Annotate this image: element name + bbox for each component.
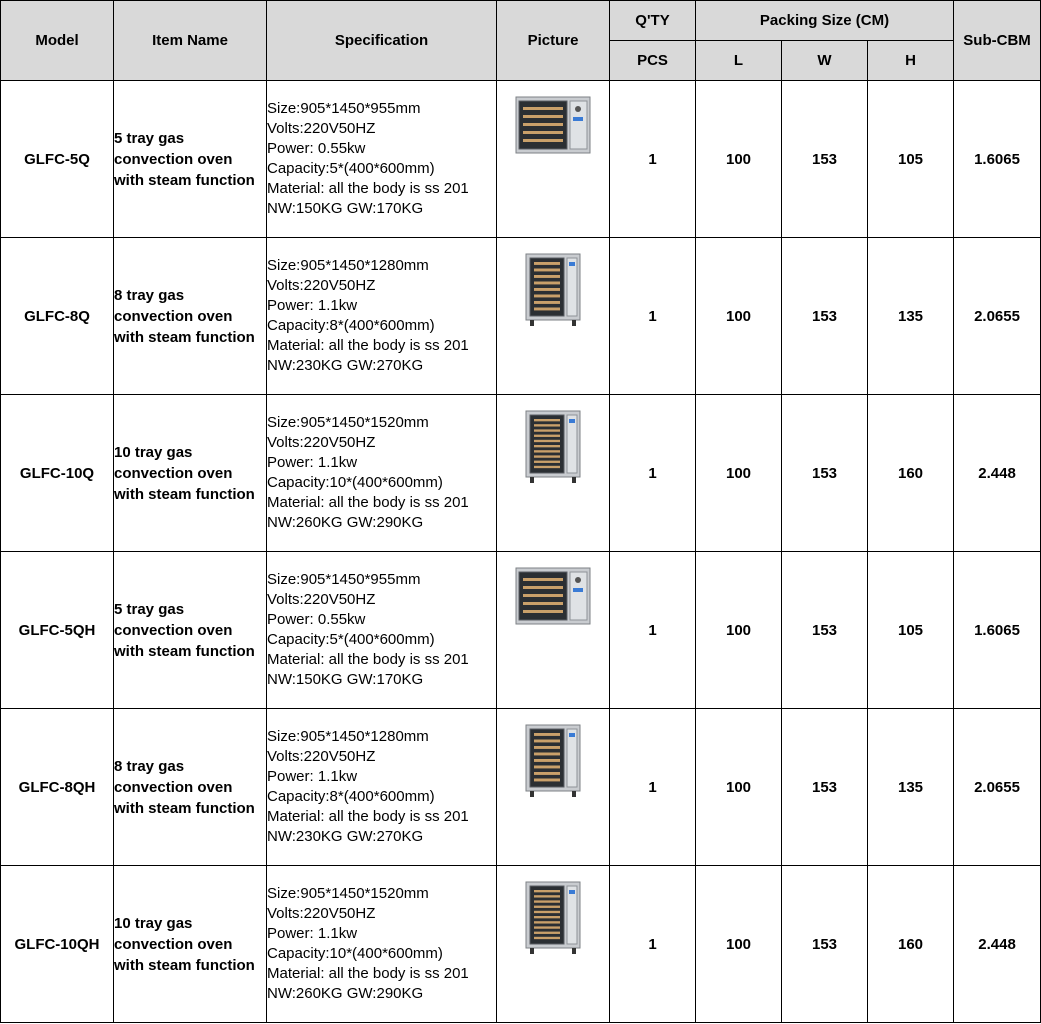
item-name-cell: 10 tray gas convection oven with steam function	[114, 866, 267, 1023]
header-sub-cbm: Sub-CBM	[954, 1, 1041, 81]
spec-line: Volts:220V50HZ	[267, 434, 376, 451]
sub-cbm-cell: 2.0655	[954, 709, 1041, 866]
spec-line: Capacity:5*(400*600mm)	[267, 160, 435, 177]
width-cell: 153	[782, 238, 868, 395]
table-body	[1, 81, 1041, 1023]
item-name-cell: 8 tray gas convection oven with steam function	[114, 238, 267, 395]
model-cell: GLFC-10QH	[1, 866, 114, 1023]
spec-line: Volts:220V50HZ	[267, 905, 376, 922]
table-row	[1, 866, 1041, 1023]
sub-cbm-cell: 2.448	[954, 395, 1041, 552]
item-name-cell: 5 tray gas convection oven with steam function	[114, 552, 267, 709]
qty-cell: 1	[610, 552, 696, 709]
oven-10-tray-icon	[522, 409, 584, 485]
height-cell: 135	[868, 238, 954, 395]
item-name-cell: 8 tray gas convection oven with steam function	[114, 709, 267, 866]
header-picture: Picture	[497, 1, 610, 81]
sub-cbm-cell: 1.6065	[954, 552, 1041, 709]
height-cell: 105	[868, 81, 954, 238]
spec-line: Capacity:5*(400*600mm)	[267, 631, 435, 648]
width-cell: 153	[782, 81, 868, 238]
spec-line: Power: 1.1kw	[267, 925, 358, 942]
width-cell: 153	[782, 866, 868, 1023]
spec-line: Material: all the body is ss 201	[267, 808, 469, 825]
spec-line: NW:260KG GW:290KG	[267, 985, 424, 1002]
spec-line: Size:905*1450*1280mm	[267, 257, 429, 274]
header-specification: Specification	[267, 1, 497, 81]
height-cell: 135	[868, 709, 954, 866]
qty-cell: 1	[610, 238, 696, 395]
picture-cell	[497, 81, 610, 238]
header-model: Model	[1, 1, 114, 81]
header-height: H	[868, 41, 954, 81]
specification-cell	[267, 395, 497, 552]
spec-line: Volts:220V50HZ	[267, 120, 376, 137]
oven-5-tray-icon	[514, 95, 592, 157]
qty-cell: 1	[610, 395, 696, 552]
sub-cbm-cell: 2.0655	[954, 238, 1041, 395]
picture-cell	[497, 395, 610, 552]
spec-line: NW:150KG GW:170KG	[267, 671, 424, 688]
spec-line: Size:905*1450*955mm	[267, 100, 421, 117]
picture-cell	[497, 866, 610, 1023]
length-cell: 100	[696, 866, 782, 1023]
model-cell: GLFC-10Q	[1, 395, 114, 552]
spec-line: Size:905*1450*955mm	[267, 571, 421, 588]
spec-line: NW:230KG GW:270KG	[267, 357, 424, 374]
oven-5-tray-icon	[514, 566, 592, 628]
specification-cell	[267, 552, 497, 709]
spec-line: NW:260KG GW:290KG	[267, 514, 424, 531]
header-row-top	[1, 1, 1041, 41]
height-cell: 160	[868, 866, 954, 1023]
length-cell: 100	[696, 395, 782, 552]
model-cell: GLFC-8QH	[1, 709, 114, 866]
spec-line: Capacity:10*(400*600mm)	[267, 945, 443, 962]
header-length: L	[696, 41, 782, 81]
spec-line: Size:905*1450*1520mm	[267, 885, 429, 902]
picture-cell	[497, 709, 610, 866]
header-item-name: Item Name	[114, 1, 267, 81]
oven-8-tray-icon	[522, 723, 584, 799]
width-cell: 153	[782, 552, 868, 709]
sub-cbm-cell: 1.6065	[954, 81, 1041, 238]
specification-cell	[267, 709, 497, 866]
length-cell: 100	[696, 238, 782, 395]
table-row	[1, 552, 1041, 709]
spec-line: Power: 0.55kw	[267, 140, 366, 157]
spec-line: Material: all the body is ss 201	[267, 494, 469, 511]
width-cell: 153	[782, 395, 868, 552]
qty-cell: 1	[610, 81, 696, 238]
height-cell: 105	[868, 552, 954, 709]
model-cell: GLFC-5QH	[1, 552, 114, 709]
table-row	[1, 81, 1041, 238]
header-pcs: PCS	[610, 41, 696, 81]
header-packing-size: Packing Size (CM)	[696, 1, 954, 41]
header-width: W	[782, 41, 868, 81]
spec-line: Power: 1.1kw	[267, 768, 358, 785]
model-cell: GLFC-5Q	[1, 81, 114, 238]
qty-cell: 1	[610, 866, 696, 1023]
length-cell: 100	[696, 709, 782, 866]
picture-cell	[497, 238, 610, 395]
table-row	[1, 395, 1041, 552]
sub-cbm-cell: 2.448	[954, 866, 1041, 1023]
height-cell: 160	[868, 395, 954, 552]
spec-line: Size:905*1450*1280mm	[267, 728, 429, 745]
specification-cell	[267, 238, 497, 395]
table-row	[1, 709, 1041, 866]
spec-line: Volts:220V50HZ	[267, 591, 376, 608]
item-name-cell: 5 tray gas convection oven with steam function	[114, 81, 267, 238]
picture-cell	[497, 552, 610, 709]
oven-10-tray-icon	[522, 880, 584, 956]
spec-line: Size:905*1450*1520mm	[267, 414, 429, 431]
spec-line: Volts:220V50HZ	[267, 277, 376, 294]
spec-line: Volts:220V50HZ	[267, 748, 376, 765]
spec-line: NW:230KG GW:270KG	[267, 828, 424, 845]
spec-line: Capacity:8*(400*600mm)	[267, 788, 435, 805]
specification-cell	[267, 866, 497, 1023]
model-cell: GLFC-8Q	[1, 238, 114, 395]
spec-line: Material: all the body is ss 201	[267, 651, 469, 668]
spec-line: Power: 1.1kw	[267, 454, 358, 471]
spec-line: Power: 1.1kw	[267, 297, 358, 314]
length-cell: 100	[696, 552, 782, 709]
spec-line: Material: all the body is ss 201	[267, 965, 469, 982]
spec-line: Material: all the body is ss 201	[267, 337, 469, 354]
spec-line: Power: 0.55kw	[267, 611, 366, 628]
table-row	[1, 238, 1041, 395]
spec-line: NW:150KG GW:170KG	[267, 200, 424, 217]
spec-line: Capacity:10*(400*600mm)	[267, 474, 443, 491]
width-cell: 153	[782, 709, 868, 866]
specification-cell	[267, 81, 497, 238]
spec-line: Capacity:8*(400*600mm)	[267, 317, 435, 334]
spec-line: Material: all the body is ss 201	[267, 180, 469, 197]
header-qty: Q'TY	[610, 1, 696, 41]
item-name-cell: 10 tray gas convection oven with steam function	[114, 395, 267, 552]
qty-cell: 1	[610, 709, 696, 866]
length-cell: 100	[696, 81, 782, 238]
oven-8-tray-icon	[522, 252, 584, 328]
